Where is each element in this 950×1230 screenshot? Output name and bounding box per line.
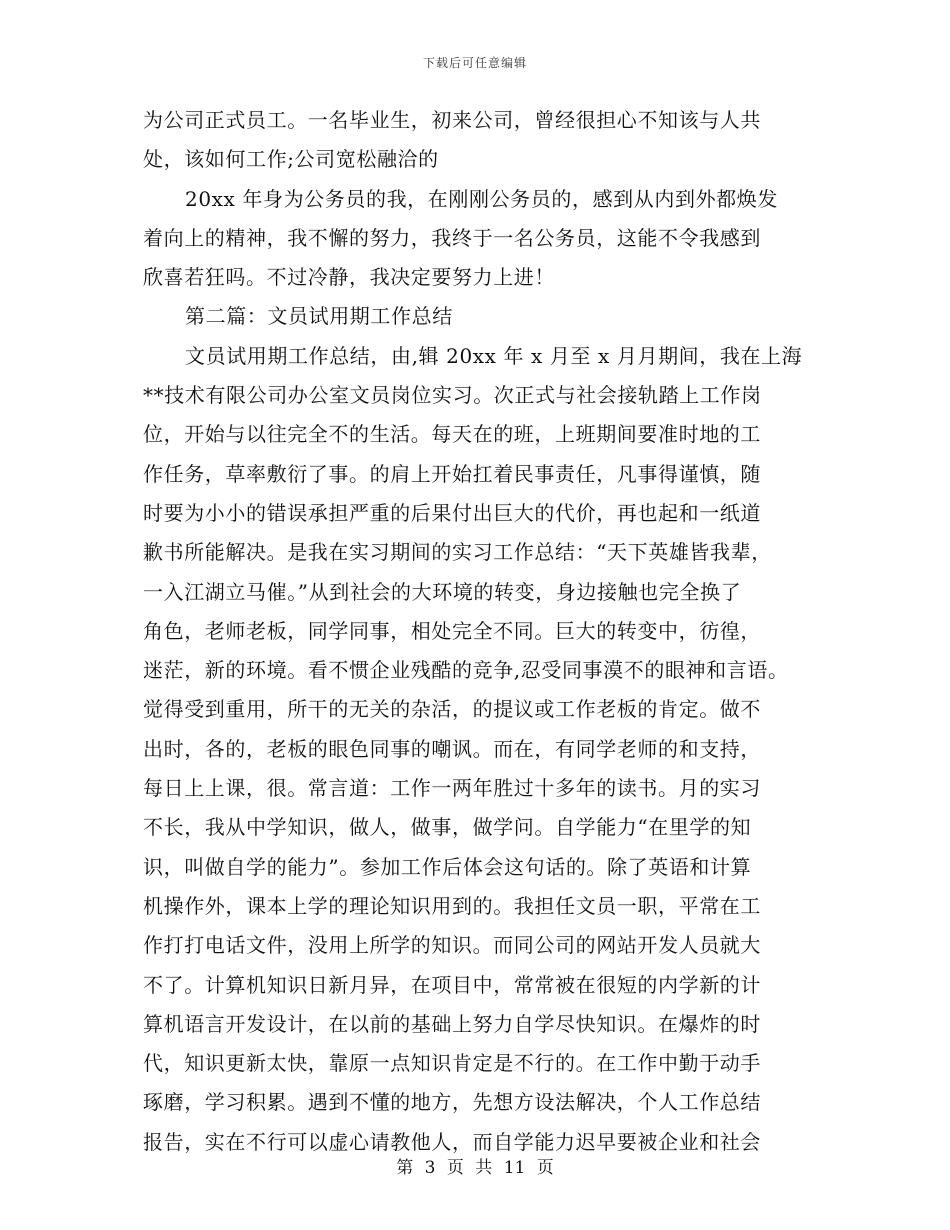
body-line: 处，该如何工作;公司宽松融洽的 — [143, 147, 439, 172]
body-line: 觉得受到重用，所干的无关的杂活，的提议或工作老板的肯定。做不 — [143, 697, 761, 722]
body-line: 代，知识更新太快，靠原一点知识肯定是不行的。在工作中勤于动手 — [143, 1051, 761, 1076]
body-line: 报告，实在不行可以虚心请教他人，而自学能力迟早要被企业和社会 — [143, 1129, 761, 1154]
body-line: 不了。计算机知识日新月异，在项目中，常常被在很短的内学新的计 — [143, 972, 761, 997]
header-note: 下载后可任意编辑 — [422, 56, 527, 70]
body-line: 出时，各的，老板的眼色同事的嘲讽。而在，有同学老师的和支持， — [143, 736, 761, 761]
body-line: 识，叫做自学的能力”。参加工作后体会这句话的。除了英语和计算 — [143, 854, 752, 879]
body-line: 作任务，草率敷衍了事。的肩上开始扛着民事责任，凡事得谨慎，随 — [143, 461, 761, 486]
body-line: 不长，我从中学知识，做人，做事，做学问。自学能力“在里学的知 — [143, 815, 752, 840]
body-line: 20xx 年身为公务员的我，在刚刚公务员的，感到从内到外都焕发 — [185, 186, 778, 211]
body-line: 位，开始与以往完全不的生活。每天在的班，上班期间要准时地的工 — [143, 422, 761, 447]
body-line: **技术有限公司办公室文员岗位实习。次正式与社会接轨踏上工作岗 — [143, 383, 762, 408]
body-line: 迷茫，新的环境。看不惯企业残酷的竞争,忍受同事漠不的眼神和言语。 — [143, 658, 789, 683]
body-line: 角色，老师老板，同学同事，相处完全不同。巨大的转变中，彷徨， — [143, 618, 761, 643]
body-line: 算机语言开发设计，在以前的基础上努力自学尽快知识。在爆炸的时 — [143, 1011, 761, 1036]
body-line: 时要为小小的错误承担严重的后果付出巨大的代价，再也起和一纸道 — [143, 500, 761, 525]
body-line: 一入江湖立马催。”从到社会的大环境的转变，身边接触也完全换了 — [143, 579, 742, 604]
body-line: 每日上上课，很。常言道：工作一两年胜过十多年的读书。月的实习 — [143, 776, 761, 801]
body-line: 着向上的精神，我不懈的努力，我终于一名公务员，这能不令我感到 — [143, 225, 761, 250]
body-line: 为公司正式员工。一名毕业生，初来公司，曾经很担心不知该与人共 — [143, 108, 761, 132]
page-number-footer: 第 3 页 共 11 页 — [396, 1158, 554, 1178]
body-line: 机操作外，课本上学的理论知识用到的。我担任文员一职，平常在工 — [143, 893, 761, 918]
body-line: 欣喜若狂吗。不过冷静，我决定要努力上进！ — [143, 265, 555, 290]
body-line: 文员试用期工作总结，由,辑 20xx 年 x 月至 x 月月期间，我在上海 — [185, 343, 803, 368]
body-line: 作打打电话文件，没用上所学的知识。而同公司的网站开发人员就大 — [143, 933, 761, 958]
body-line: 琢磨，学习积累。遇到不懂的地方，先想方设法解决，个人工作总结 — [143, 1090, 761, 1115]
body-text — [143, 101, 823, 1162]
body-line: 歉书所能解决。是我在实习期间的实习工作总结：“天下英雄皆我辈， — [143, 540, 772, 565]
section-heading: 第二篇：文员试用期工作总结 — [185, 304, 453, 329]
